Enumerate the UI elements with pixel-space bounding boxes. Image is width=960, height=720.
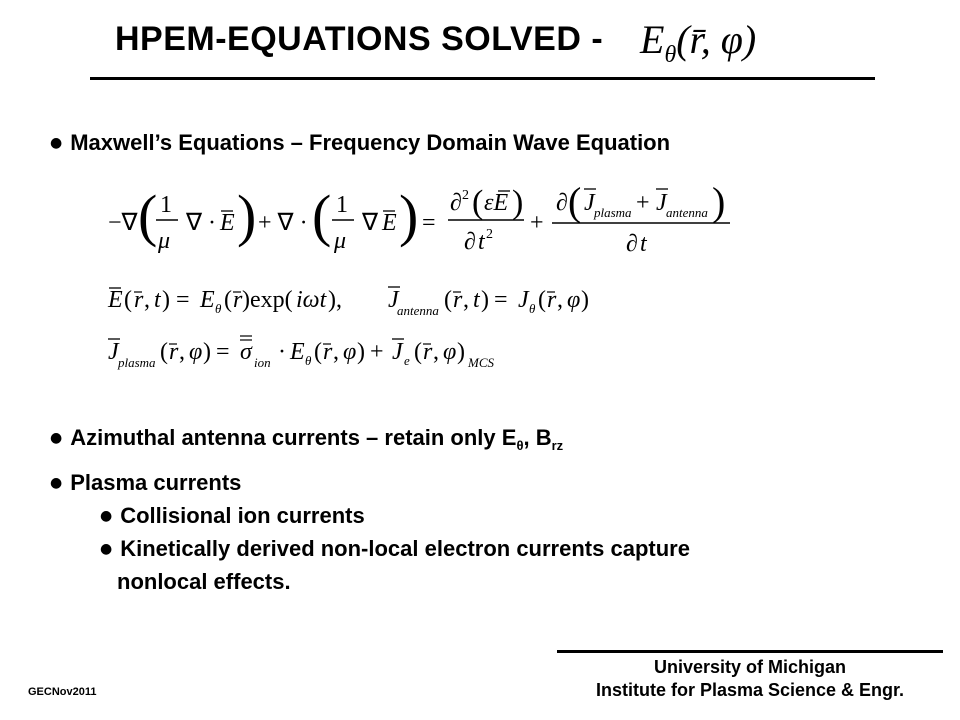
svg-text:E: E [220,210,235,236]
svg-text:): ) [399,183,419,248]
svg-text:)exp(: )exp( [242,287,293,313]
svg-text:,: , [463,287,469,313]
svg-text:r: r [134,287,144,313]
svg-text:+: + [530,210,544,236]
field-definition-equation [107,287,589,318]
svg-text:εE: εE [484,190,509,216]
svg-text:ion: ion [254,355,271,370]
svg-text:r: r [453,287,463,313]
footer-tag: GECNov2011 [28,686,97,698]
subscript-theta: θ [516,438,524,453]
svg-text:=: = [494,287,508,313]
svg-text:·: · [278,339,286,365]
svg-text:θ: θ [305,353,312,368]
svg-text:,: , [179,339,185,365]
svg-text:μ: μ [158,228,171,254]
svg-text:θ: θ [529,301,536,316]
svg-text:): ) [237,183,257,248]
svg-text:+: + [370,339,384,365]
svg-text:,: , [333,339,339,365]
bullet-azimuthal [50,425,563,453]
svg-text:): ) [457,339,465,365]
svg-text:plasma: plasma [594,205,632,220]
svg-text:∂: ∂ [464,229,476,255]
svg-text:∇: ∇ [362,210,379,236]
svg-text:): ) [203,339,211,365]
plasma-current-equation [108,336,495,370]
svg-text:): ) [357,339,365,365]
svg-text:J: J [584,190,595,216]
svg-text:): ) [481,287,489,313]
svg-text:J: J [656,190,667,216]
sub-bullet-ion-currents-text: Collisional ion currents [120,503,365,528]
svg-text:,: , [557,287,563,313]
svg-text:φ: φ [189,339,203,365]
svg-text:r: r [233,287,243,313]
svg-text:θ: θ [215,301,222,316]
svg-text:φ: φ [343,339,357,365]
svg-text:∂: ∂ [450,190,462,216]
bullet-dot-icon: ● [50,135,63,151]
bullet-dot-icon: ● [50,430,63,446]
svg-text:r: r [169,339,179,365]
subscript-rz: rz [551,438,564,453]
svg-text:(: ( [314,339,322,365]
svg-text:): ) [162,287,170,313]
svg-text:2: 2 [486,227,493,242]
svg-text:2: 2 [462,188,469,203]
svg-text:(: ( [224,287,232,313]
svg-text:(: ( [138,183,158,248]
svg-text:∇ ·: ∇ · [186,210,217,236]
svg-text:,: , [144,287,150,313]
bullet-azimuthal-mid: , B [523,425,552,450]
svg-text:1: 1 [160,192,172,218]
sub-bullet-electron-currents [100,536,690,562]
svg-text:e: e [404,353,410,368]
svg-text:t: t [478,229,485,255]
sub-bullet-ion-currents [100,503,365,529]
svg-text:J: J [392,339,403,365]
footer-university: University of Michigan [653,657,847,677]
equations-block [100,175,740,380]
svg-text:E: E [200,287,215,313]
svg-text:(: ( [160,339,168,365]
slide-title: HPEM-EQUATIONS SOLVED - [115,20,604,58]
svg-text:(: ( [538,287,546,313]
svg-text:(: ( [312,183,332,248]
bullet-plasma-currents-text: Plasma currents [70,470,242,495]
svg-text:J: J [108,339,119,365]
svg-text:E: E [382,210,397,236]
svg-text:E: E [290,339,305,365]
svg-text:): ) [712,179,726,224]
svg-text:antenna: antenna [666,205,708,220]
svg-text:r: r [547,287,557,313]
svg-text:r: r [323,339,333,365]
bullet-maxwell-text: Maxwell’s Equations – Frequency Domain Wave Equation [70,130,671,155]
bullet-maxwell [50,130,670,156]
svg-text:φ: φ [443,339,457,365]
svg-text:−∇: −∇ [108,210,138,236]
bullet-azimuthal-text: Azimuthal antenna currents – retain only E [70,425,517,450]
svg-text:σ: σ [240,339,252,365]
svg-text:MCS: MCS [468,355,494,370]
svg-text:=: = [216,339,230,365]
svg-text:+ ∇ ·: + ∇ · [258,210,308,236]
svg-text:),: ), [328,287,342,313]
footer-institute: Institute for Plasma Science & Engr. [595,680,905,700]
title-math-expression: $E_\theta(r̄$, φ) [640,17,757,68]
svg-text:=: = [176,287,190,313]
wave-equation [108,179,730,257]
bullet-plasma-currents [50,470,241,496]
svg-text:J: J [518,287,529,313]
svg-text:(: ( [568,179,582,224]
bullet-dot-icon: ● [100,508,113,524]
footer-rule [557,650,943,653]
svg-text:antenna: antenna [397,303,439,318]
svg-text:): ) [512,184,524,221]
svg-text:): ) [581,287,589,313]
svg-text:,: , [433,339,439,365]
svg-text:(: ( [124,287,132,313]
svg-text:μ: μ [334,228,347,254]
svg-text:E: E [108,287,123,313]
svg-text:plasma: plasma [118,355,156,370]
sub-bullet-electron-currents-text: Kinetically derived non-local electron currents capture [120,536,690,561]
title-underline [90,77,875,80]
svg-text:r: r [423,339,433,365]
svg-text:(: ( [414,339,422,365]
svg-text:iωt: iωt [296,287,327,313]
svg-text:(: ( [472,184,484,221]
svg-text:t: t [640,231,647,257]
svg-text:=: = [422,210,436,236]
svg-text:∂: ∂ [556,190,568,216]
bullet-dot-icon: ● [50,475,63,491]
svg-text:t: t [154,287,161,313]
svg-text:t: t [473,287,480,313]
svg-text:(: ( [444,287,452,313]
svg-text:∂: ∂ [626,231,638,257]
svg-text:1: 1 [336,192,348,218]
sub-bullet-electron-currents-cont: nonlocal effects. [117,569,291,594]
svg-text:J: J [388,287,399,313]
svg-text:+: + [636,190,650,216]
bullet-dot-icon: ● [100,541,113,557]
svg-text:φ: φ [567,287,581,313]
